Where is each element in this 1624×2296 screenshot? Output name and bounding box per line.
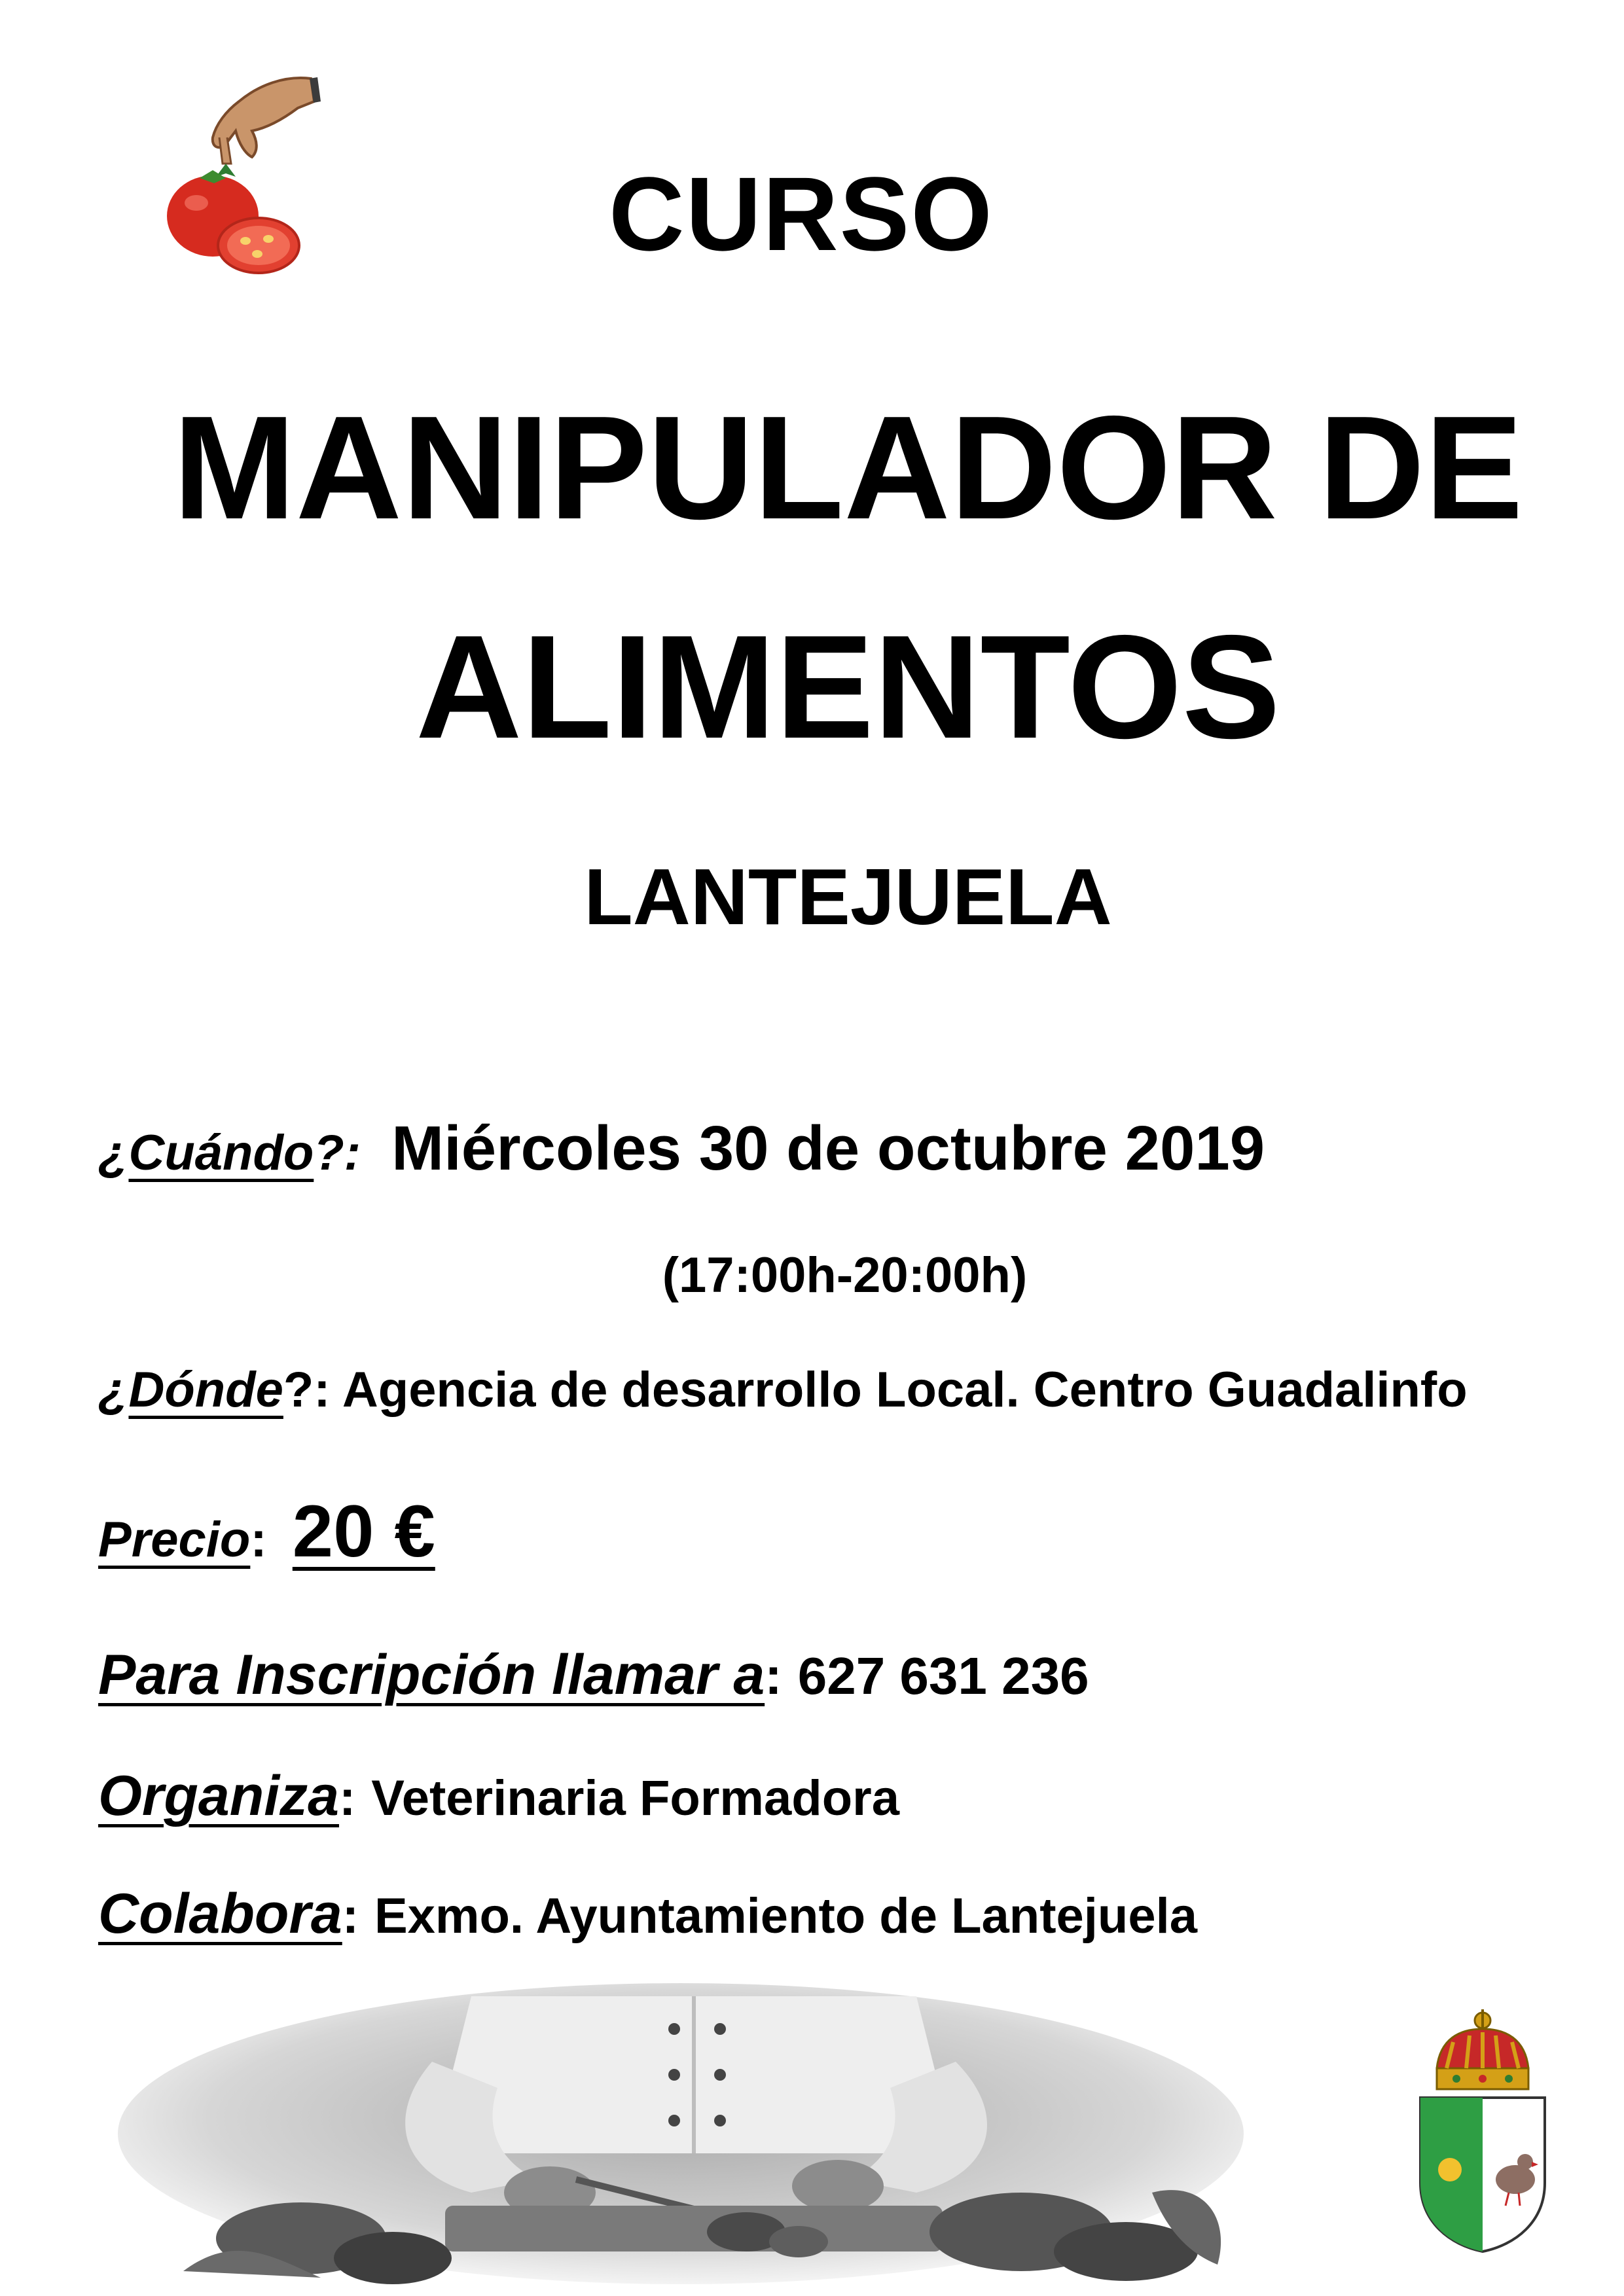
- where-label: Dónde: [128, 1362, 283, 1418]
- signup-label: Para Inscripción llamar a: [98, 1643, 765, 1706]
- when-close: ?:: [314, 1125, 361, 1181]
- signup-sep: :: [765, 1647, 782, 1705]
- where-value: Agencia de desarrollo Local. Centro Guadalinfo: [342, 1362, 1468, 1418]
- lantejuela-coat-of-arms-icon: [1407, 2006, 1558, 2255]
- where-close: ?:: [283, 1362, 331, 1418]
- organizer-sep: :: [338, 1770, 356, 1826]
- hand-with-tomato-icon: [154, 65, 324, 281]
- price-value: 20 €: [292, 1490, 435, 1572]
- collaborator-sep: :: [342, 1888, 359, 1944]
- organizer-value: Veterinaria Formadora: [371, 1770, 899, 1826]
- course-title-line1: MANIPULADOR DE: [173, 385, 1523, 550]
- when-row: [98, 1113, 1571, 1185]
- price-row: [98, 1489, 1571, 1573]
- when-label: Cuándo: [128, 1125, 314, 1181]
- signup-phone: 627 631 236: [797, 1647, 1089, 1705]
- where-open: ¿: [98, 1362, 129, 1418]
- organizer-label: Organiza: [98, 1765, 339, 1827]
- price-sep: :: [250, 1512, 267, 1568]
- pre-title: CURSO: [609, 155, 994, 272]
- signup-row: [98, 1643, 1571, 1708]
- location-title: LANTEJUELA: [584, 852, 1112, 941]
- when-open: ¿: [98, 1125, 129, 1181]
- hours: (17:00h-20:00h): [662, 1247, 1028, 1303]
- chef-cutting-vegetables-image: [105, 1983, 1257, 2291]
- where-row: [98, 1361, 1571, 1418]
- collaborator-row: [98, 1882, 1571, 1946]
- course-title-line2: ALIMENTOS: [416, 604, 1280, 769]
- price-label: Precio: [98, 1512, 251, 1568]
- collaborator-label: Colabora: [98, 1882, 342, 1945]
- collaborator-value: Exmo. Ayuntamiento de Lantejuela: [374, 1888, 1197, 1944]
- organizer-row: [98, 1764, 1571, 1829]
- when-value: Miércoles 30 de octubre 2019: [391, 1113, 1265, 1183]
